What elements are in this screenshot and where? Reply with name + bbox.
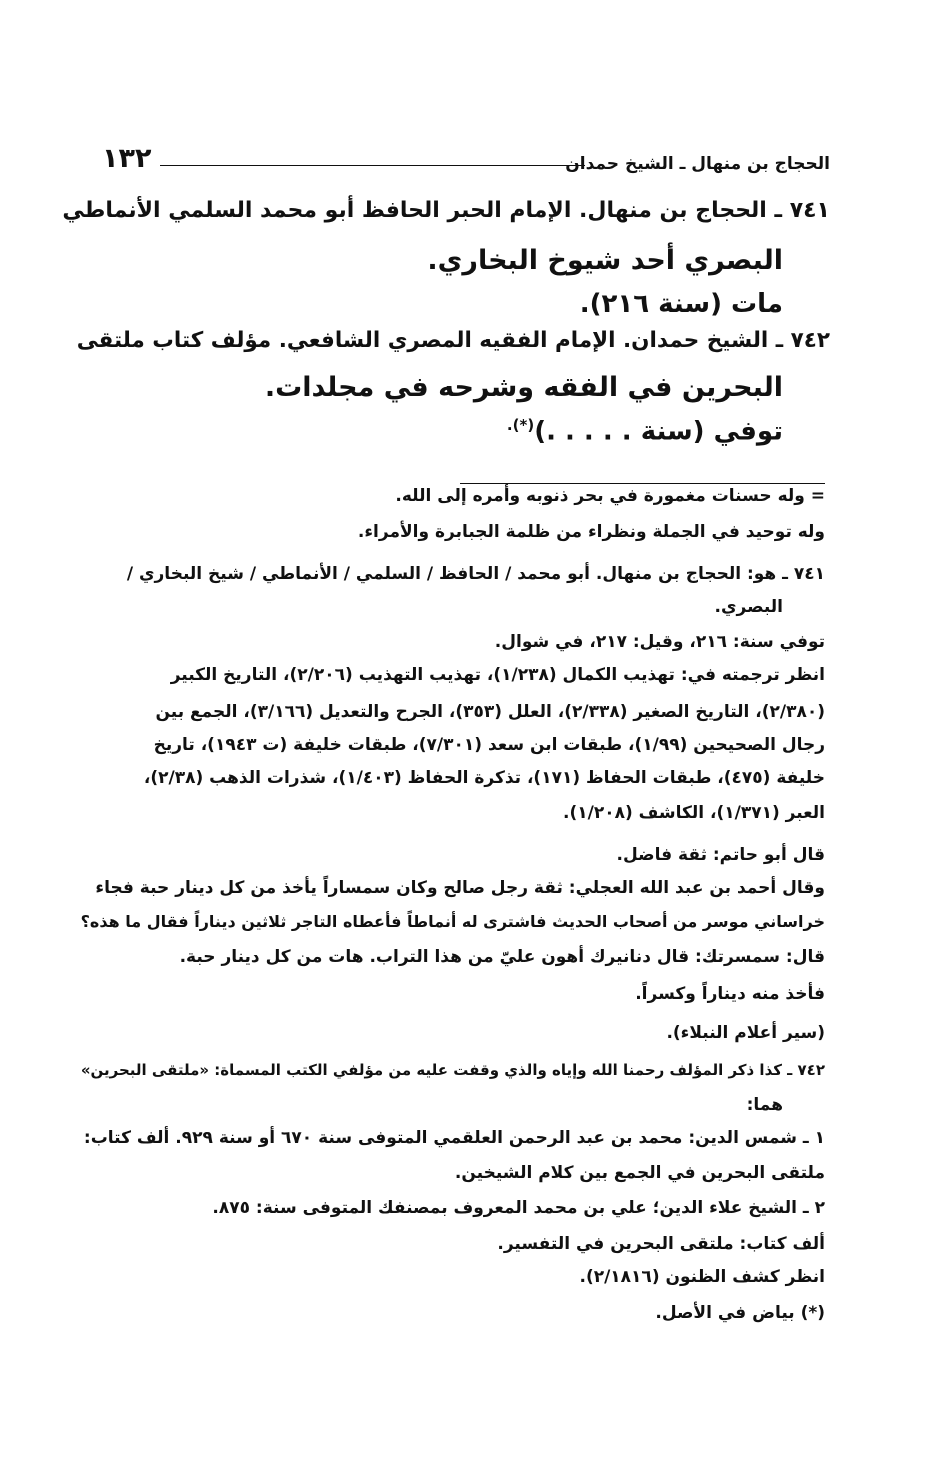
footnote-line: وله توحيد في الجملة ونظراء من ظلمة الجبابرة والأمراء.	[357, 522, 825, 542]
entry-741-death: مات (سنة ٢١٦).	[579, 289, 783, 319]
footnote-line: هما:	[746, 1095, 783, 1115]
footnote-line: توفي سنة: ٢١٦، وقيل: ٢١٧، في شوال.	[494, 632, 825, 652]
footnote-line: قال أبو حاتم: ثقة فاضل.	[616, 845, 825, 865]
footnote-rule	[460, 483, 825, 484]
footnote-line: خليفة (٤٧٥)، طبقات الحفاظ (١٧١)، تذكرة الحفاظ (١/٤٠٣)، شذرات الذهب (٢/٣٨)،	[143, 768, 825, 788]
header-title: الحجاج بن منهال ـ الشيخ حمدان	[565, 154, 830, 174]
entry-742-death	[507, 418, 783, 445]
header-rule	[160, 165, 585, 166]
footnote-line: (*) بياض في الأصل.	[655, 1303, 825, 1323]
footnote-line: ١ ـ شمس الدين: محمد بن عبد الرحمن العلقمي المتوفى سنة ٦٧٠ أو سنة ٩٢٩. ألف كتاب:	[83, 1128, 825, 1148]
footnote-line: (٢/٣٨٠)، التاريخ الصغير (٢/٣٣٨)، العلل (٣٥٣)، الجرح والتعديل (٣/١٦٦)، الجمع بين	[155, 702, 825, 722]
page-number: ١٣٢	[102, 143, 152, 174]
footnote-line: انظر ترجمته في: تهذيب الكمال (١/٢٣٨)، تهذيب التهذيب (٢/٢٠٦)، التاريخ الكبير	[170, 665, 825, 685]
footnote-marker: (*).	[506, 416, 535, 434]
entry-741-line-2: البصري أحد شيوخ البخاري.	[427, 245, 783, 276]
running-header	[100, 140, 830, 180]
entry-741-line-1: ٧٤١ ـ الحجاج بن منهال. الإمام الحبر الحافظ أبو محمد السلمي الأنماطي	[62, 198, 830, 223]
footnote-line: ألف كتاب: ملتقى البحرين في التفسير.	[497, 1234, 825, 1254]
footnote-line: (سير أعلام النبلاء).	[666, 1023, 825, 1043]
footnote-line: البصري.	[714, 597, 783, 617]
entry-742-line-2: البحرين في الفقه وشرحه في مجلدات.	[264, 372, 783, 403]
footnote-line: ٢ ـ الشيخ علاء الدين؛ علي بن محمد المعروف بمصنفك المتوفى سنة: ٨٧٥.	[212, 1198, 825, 1218]
footnote-line: انظر كشف الظنون (٢/١٨١٦).	[579, 1267, 825, 1287]
footnote-line: ملتقى البحرين في الجمع بين كلام الشيخين.	[454, 1163, 825, 1183]
footnote-line: قال: سمسرتك: قال دنانيرك أهون عليّ من هذا التراب. هات من كل دينار حبة.	[179, 947, 825, 967]
footnote-line: خراساني موسر من أصحاب الحديث فاشترى له أنماطاً فأعطاه التاجر ثلاثين ديناراً فقال ما هذه؟	[80, 912, 825, 931]
footnote-line: رجال الصحيحين (١/٩٩)، طبقات ابن سعد (٧/٣٠١)، طبقات خليفة (ت ١٩٤٣)، تاريخ	[153, 735, 825, 755]
footnote-line: فأخذ منه ديناراً وكسراً.	[635, 984, 825, 1004]
entry-742-line-1: ٧٤٢ ـ الشيخ حمدان. الإمام الفقيه المصري الشافعي. مؤلف كتاب ملتقى	[76, 328, 830, 353]
footnote-line: العبر (١/٣٧١)، الكاشف (١/٢٠٨).	[563, 803, 825, 823]
footnote-line: وقال أحمد بن عبد الله العجلي: ثقة رجل صالح وكان سمساراً يأخذ من كل دينار حبة فجاء	[95, 878, 825, 898]
entry-742-death-text: توفي (سنة . . . . .)	[534, 416, 783, 447]
footnote-line: ٧٤١ ـ هو: الحجاج بن منهال. أبو محمد / الحافظ / السلمي / الأنماطي / شيخ البخاري /	[126, 564, 825, 584]
footnote-line: = وله حسنات مغمورة في بحر ذنوبه وأمره إلى الله.	[395, 486, 825, 506]
footnote-line: ٧٤٢ ـ كذا ذكر المؤلف رحمنا الله وإياه والذي وقفت عليه من مؤلفي الكتب المسماة: «ملتقى البحرين»	[80, 1061, 825, 1079]
